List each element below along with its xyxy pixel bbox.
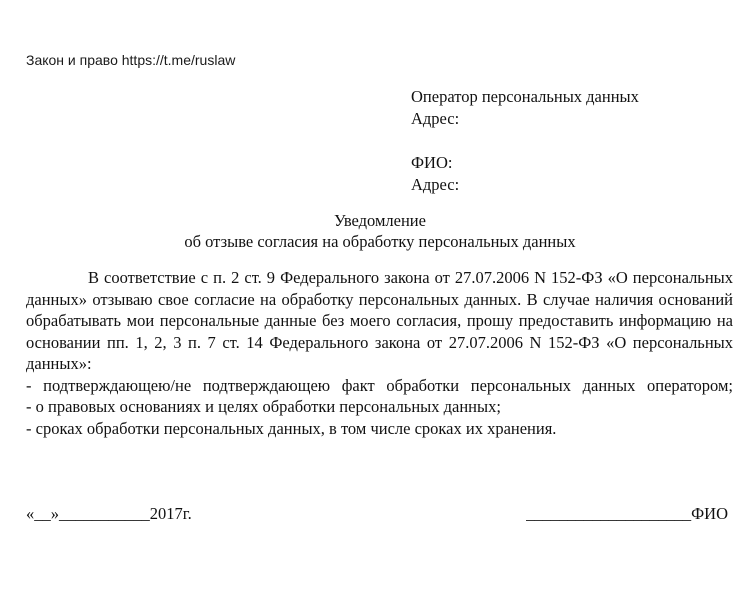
signature-name: ____________________ФИО (526, 504, 728, 523)
document-body (26, 267, 733, 439)
list-item-3: - сроках обработки персональных данных, в том числе сроках их хранения. (26, 418, 557, 438)
list-item-2: - о правовых основаниях и целях обработки персональных данных; (26, 397, 501, 416)
recipient-spacer (411, 130, 639, 152)
document-title (0, 210, 748, 252)
list-item-1: - подтверждающею/не подтверждающею факт обработки персональных данных оператором; (26, 375, 733, 395)
body-paragraph: В соответствие с п. 2 ст. 9 Федерального закона от 27.07.2006 N 152-ФЗ «О персональных данных» отзываю свое согласие на обработку персональных данных. В случае наличия оснований обрабатывать мои персональные данные без моего согласия, прошу предоставить информацию на основании пп. 1, 2, 3 п. 7 ст. 14 Федерального закона от 27.07.2006 N 152-ФЗ «О персональных данных»: (26, 268, 733, 373)
title-line-2: об отзыве согласия на обработку персональных данных (184, 232, 576, 251)
sender-name-label: ФИО: (411, 153, 453, 172)
source-caption: Закон и право https://t.me/ruslaw (26, 52, 236, 68)
signature-date: «__»___________2017г. (26, 504, 192, 523)
title-line-1: Уведомление (334, 211, 426, 230)
sender-address-label: Адрес: (411, 175, 460, 194)
operator-label: Оператор персональных данных (411, 87, 639, 106)
recipient-block (411, 86, 639, 196)
operator-address-label: Адрес: (411, 109, 460, 128)
